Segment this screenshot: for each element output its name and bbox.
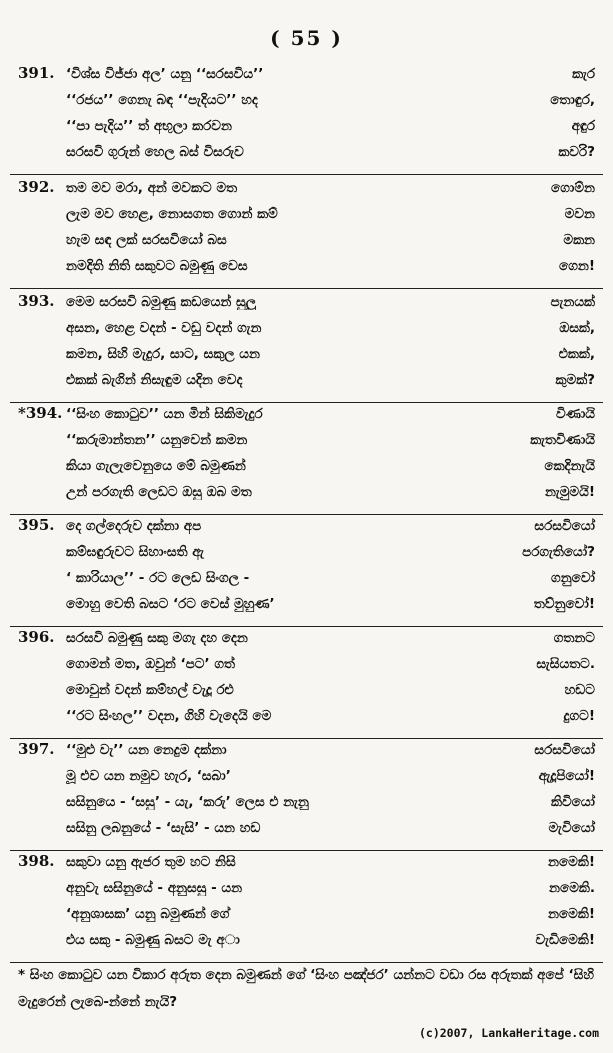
verse-line	[0, 318, 613, 344]
verse-number: 398.	[18, 852, 55, 870]
verse-line	[0, 482, 613, 508]
verse-number: 395.	[18, 516, 55, 534]
verse-line-text: මොවුන් වදන් කම්හල් වැදූ රළු	[66, 682, 234, 698]
verse-divider	[10, 738, 603, 739]
verse-line-text: ‘ කාරියාල’’ - රට ලෙඩ සිංගල -	[66, 570, 250, 586]
verse-line-text: සරසවි බමුණු සකු මගැ දහ දෙන	[66, 630, 248, 646]
verse-line-text: දෙ ගල්දෙරුව දක්නා අප	[66, 518, 202, 534]
verse-line-text: සකුවා යනු ඇජර තුම හට නිසි	[66, 854, 236, 870]
verse-line-ending: හඩට	[564, 682, 595, 698]
verse-line-ending: ගනුවෝ	[551, 570, 595, 586]
verse-divider	[10, 174, 603, 175]
verse-block	[0, 740, 613, 844]
verse-line-text: ගොමන් මත, ඔවුන් ‘පට’ ගත්	[66, 656, 235, 672]
footnote: * සිංහ කොටුව යන විකාර අරුත දෙන බමුණන් ගේ ‘සිංහ පඤ්ජර’ යන්නට වඩා රස අරුතක් අපේ ‘සිහි මැදුරෙන් ලැබෙ-න්නේ නැයි?	[18, 967, 594, 1010]
verse-line	[0, 904, 613, 930]
verse-line	[0, 680, 613, 706]
copyright-notice: (c)2007, LankaHeritage.com	[418, 1026, 599, 1040]
verse-line	[0, 116, 613, 142]
verse-number: 397.	[18, 740, 55, 758]
verse-line	[0, 404, 613, 430]
verse-line-text: ‘‘සිංහ කොටුව’’ යන මින් සිකිමැදුර	[66, 406, 263, 422]
verse-line-text: එය සකු - බමුණු බසට මැ අා	[66, 932, 240, 948]
verse-divider	[10, 288, 603, 289]
verse-line-text: එකක් බැගින් නිසැඳුම යදින වෙද	[66, 372, 243, 388]
verse-line-text: ‘‘මුළු වැ’’ යන නෙදුම දක්නා	[66, 742, 227, 758]
verse-line-ending: විණායි	[555, 406, 595, 422]
verse-block	[0, 852, 613, 956]
verse-line	[0, 818, 613, 844]
verse-line-ending: සරසවියෝ	[534, 518, 595, 534]
verse-line	[0, 594, 613, 620]
verse-line-text: කම්ඝඳුරුවට සිහාංසති ඇ	[66, 544, 204, 560]
verse-line	[0, 178, 613, 204]
verse-line	[0, 628, 613, 654]
verse-line-text: මූ එව යන නමුව හැර, ‘සබා’	[66, 768, 231, 784]
verse-line	[0, 930, 613, 956]
verse-line-ending: මැවියෝ	[548, 820, 595, 836]
verse-line-ending: කෙදිනැයි	[544, 458, 595, 474]
verse-line-ending: කවරි?	[558, 144, 595, 160]
verse-line-text: ‘‘රජය’’ ගෙනැ බඳ ‘‘පැදියට’’ හද	[66, 92, 258, 108]
verse-line-ending: කැර	[572, 66, 595, 82]
verse-block	[0, 516, 613, 620]
verse-line-text: තම මව මරා, අන් මවකට මත	[66, 180, 238, 196]
verse-line	[0, 456, 613, 482]
verse-line	[0, 740, 613, 766]
verse-line-text: කියා ගැලැවෙනුයෙ මේ බමුණන්	[66, 458, 246, 474]
verse-line-ending: කුමක්?	[555, 372, 595, 388]
verse-line-ending: ගතනට	[553, 630, 595, 646]
verse-line	[0, 852, 613, 878]
verse-line-ending: නමෙකි!	[548, 854, 595, 870]
verse-line-text: අසන, හෙළ වදන් - වඩු වදන් ගැන	[66, 320, 262, 336]
verse-line	[0, 766, 613, 792]
verse-line-ending: නමෙකි!	[548, 906, 595, 922]
verse-block	[0, 292, 613, 396]
verse-line-ending: කැතවිණායි	[530, 432, 595, 448]
verse-line-ending: ගොම්න	[551, 180, 595, 196]
verse-line-text: ‘විශ්ස විජ්ජා අල’ යනු ‘‘සරසවිය’’	[66, 66, 264, 82]
verse-divider	[10, 402, 603, 403]
verse-line-ending: ඇදූපියෝ!	[538, 768, 595, 784]
verse-number: 393.	[18, 292, 55, 310]
verse-line-ending: නැමුමයි!	[544, 484, 595, 500]
verse-line-text: අනුවැ සසිනුයේ - අනුසසු - යන	[66, 880, 243, 896]
verse-line	[0, 542, 613, 568]
verse-line-ending: සැසියතට.	[536, 656, 595, 672]
verse-line	[0, 90, 613, 116]
verse-line-ending: වැඩිමෙකි!	[535, 932, 595, 948]
verse-line	[0, 344, 613, 370]
verse-line-text: සසිනු ලබනුයේ - ‘සැසි’ - යන හඩ	[66, 820, 261, 836]
verse-line-ending: මකන	[563, 232, 595, 248]
verse-line-text: සරසවි ගුරුන් හෙල බස් විසරුව	[66, 144, 244, 160]
verse-line-text: හැම සඳ ලක් සරසවියෝ බස	[66, 232, 227, 248]
verse-line-ending: පැනයක්	[550, 294, 595, 310]
verse-line	[0, 292, 613, 318]
verse-line-text: නමදිති නිති සකුවට බමුණු වෙස	[66, 258, 248, 274]
verse-line-ending: තොඳුර,	[550, 92, 595, 108]
verse-line	[0, 568, 613, 594]
verse-number: 391.	[18, 64, 55, 82]
verse-line-text: ‘‘කරුමාන්තන’’ යනුවෙන් කමන	[66, 432, 248, 448]
page-number: ( 55 )	[270, 26, 343, 50]
verse-line-ending: ගෙන!	[559, 258, 595, 274]
verse-line-ending: සරසවියෝ	[534, 742, 595, 758]
verse-line-text: ‘‘රට සිංහල’’ වදන, ගිහි වැදෙයි මෙ	[66, 708, 272, 724]
verse-line-text: උන් පරගැති ලෙඩට ඔසු ඔබ මත	[66, 484, 252, 500]
verse-line-text: ලැම මව හෙළ, නොසගත ගොන් කම්	[66, 206, 278, 222]
verse-line-text: ‘අනුශාසක’ යනු බමුණන් ගේ	[66, 906, 230, 922]
verse-line	[0, 204, 613, 230]
verse-line-text: කමන, සිහි මැදුර, සාට, සකුල යන	[66, 346, 260, 362]
verse-line-ending: ඔසක්,	[559, 320, 595, 336]
verse-number: 392.	[18, 178, 55, 196]
verse-line	[0, 706, 613, 732]
verse-number: 396.	[18, 628, 55, 646]
verse-line	[0, 230, 613, 256]
verse-line-text: ‘‘පා පැදිය’’ ත් අභුලා කරවන	[66, 118, 232, 134]
verse-line	[0, 654, 613, 680]
verse-line-ending: පරගැතියෝ?	[522, 544, 595, 560]
verse-block	[0, 404, 613, 508]
verse-line	[0, 256, 613, 282]
verse-block	[0, 178, 613, 282]
verse-line-ending: නමෙකි.	[549, 880, 595, 896]
verse-divider	[10, 514, 603, 515]
verse-line	[0, 878, 613, 904]
verse-block	[0, 628, 613, 732]
verse-line-ending: අඳුර	[571, 118, 595, 134]
verse-number: *394.	[18, 404, 63, 422]
verse-line-ending: කිවියෝ	[550, 794, 595, 810]
verse-line-ending: එකක්,	[558, 346, 595, 362]
verse-line-ending: මවන	[564, 206, 595, 222]
verse-line-ending: තව්නුවෝ!	[533, 596, 595, 612]
verse-line-text: සසිනුයෙ - ‘සසු’ - යැ, ‘කරු’ ලෙස එ නැනු	[66, 794, 309, 810]
verse-divider	[10, 850, 603, 851]
verse-line-text: මෙම සරසවි බමුණු කඩයෙන් සුලු	[66, 294, 257, 310]
verse-line	[0, 142, 613, 168]
verse-divider	[10, 626, 603, 627]
verse-line	[0, 64, 613, 90]
verse-line	[0, 792, 613, 818]
verse-line	[0, 516, 613, 542]
verse-block	[0, 64, 613, 168]
verse-line-text: මොහු වෙති බසට ‘රට වෙස් මුහුණ’	[66, 596, 275, 612]
verse-line	[0, 370, 613, 396]
verse-line	[0, 430, 613, 456]
verse-line-ending: දුගට!	[563, 708, 595, 724]
